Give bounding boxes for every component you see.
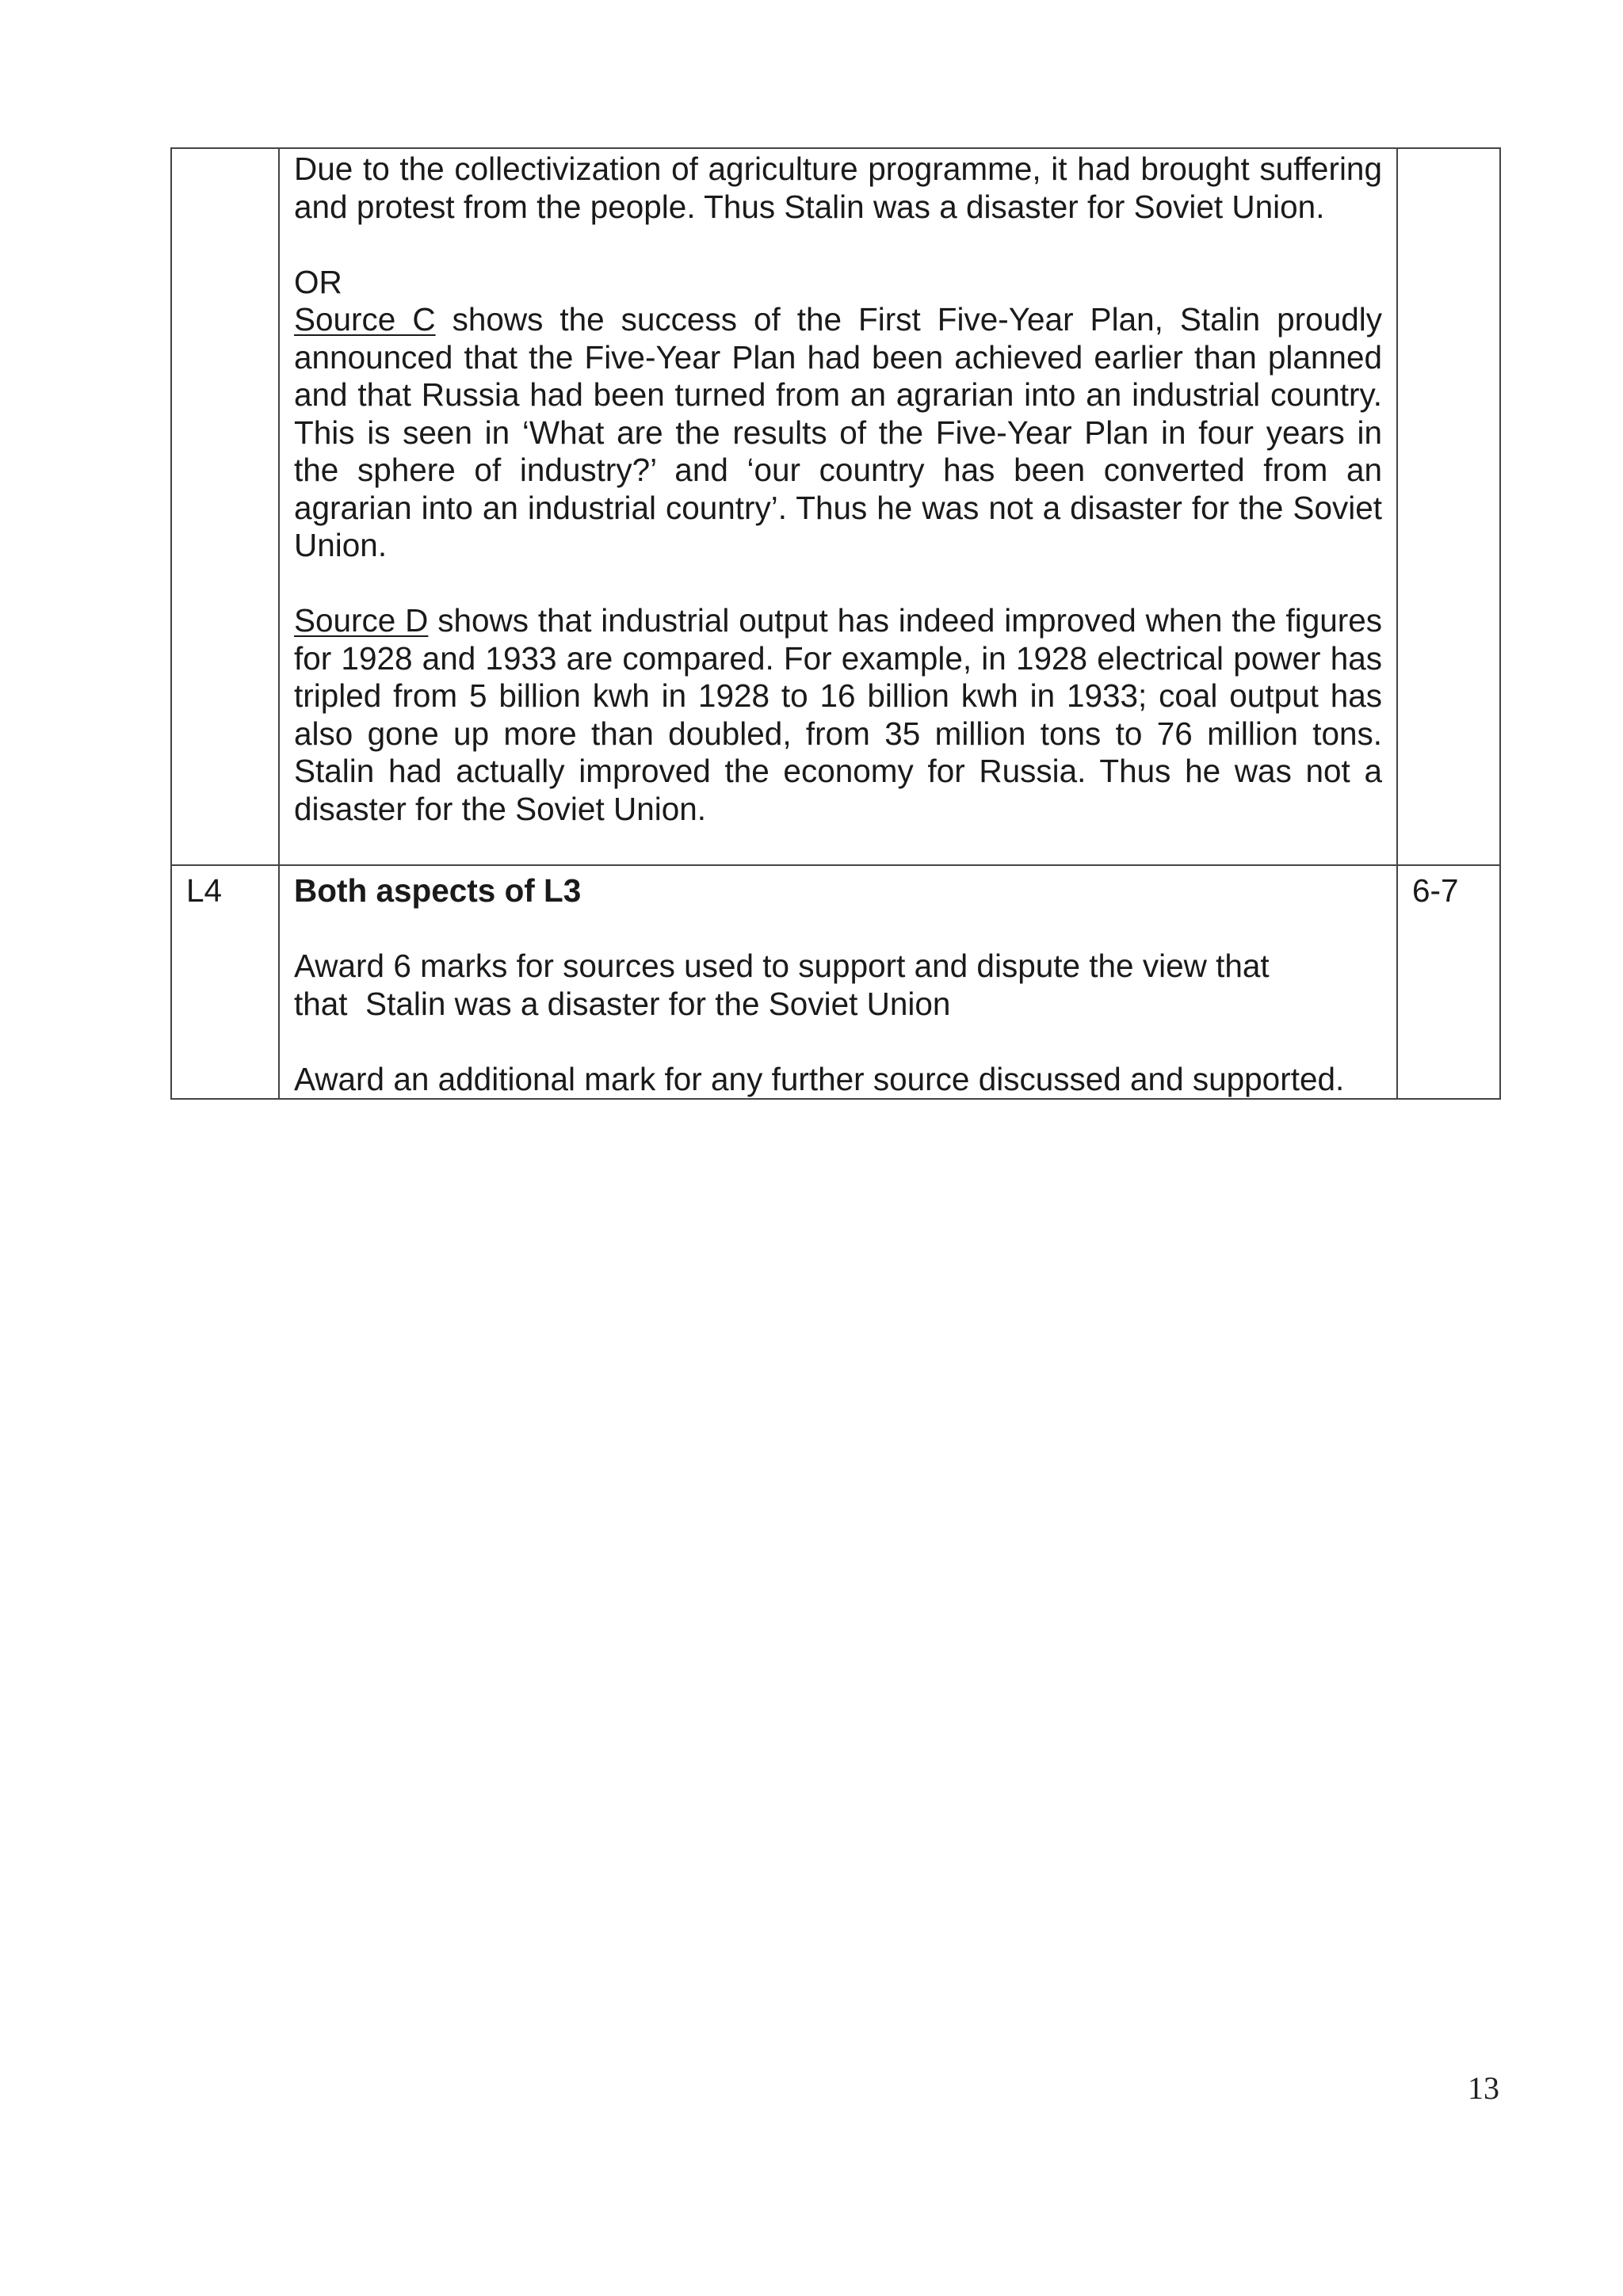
award-line-2: that Stalin was a disaster for the Soviet Union bbox=[294, 985, 951, 1022]
mark-cell bbox=[1397, 148, 1500, 865]
award-line-1: Award 6 marks for sources used to support and dispute the view that bbox=[294, 948, 1270, 984]
source-c-paragraph bbox=[294, 301, 1382, 565]
source-d-text: shows that industrial output has indeed improved when the figures for 1928 and 1933 are compared. For example, in 1928 electrical power has tripled from 5 billion kwh in 1928 to 16 billion kwh in 1933; coal output has also gone up more than doubled, from 35 million tons to 76 million tons. Stalin had actually improved the economy for Russia. Thus he was not a disaster for the Soviet Union. bbox=[294, 602, 1383, 827]
collectivization-paragraph: Due to the collectivization of agriculture programme, it had brought suffering and protest from the people. Thus Stalin was a disaster for Soviet Union. bbox=[294, 151, 1382, 225]
page-number: 13 bbox=[1468, 2070, 1499, 2106]
additional-mark-note: Award an additional mark for any further source discussed and supported. bbox=[294, 1060, 1345, 1097]
source-c-text: shows the success of the First Five-Year Plan, Stalin proudly announced that the Five-Year Plan had been achieved earlier than planned and that Russia had been turned from an agrarian into an industrial country. This is seen in ‘What are the results of the Five-Year Plan in four years in the sphere of industry?’ and ‘our country has been converted from an agrarian into an industrial country’. Thus he was not a disaster for the Soviet Union. bbox=[294, 301, 1382, 563]
level-cell: L4 bbox=[171, 865, 279, 1099]
level-cell bbox=[171, 148, 279, 865]
source-c-label: Source C bbox=[294, 301, 436, 338]
descriptor-cell bbox=[279, 148, 1397, 865]
level-heading: Both aspects of L3 bbox=[294, 872, 582, 909]
or-label: OR bbox=[294, 263, 342, 300]
table-row bbox=[171, 148, 1500, 865]
descriptor-cell bbox=[279, 865, 1397, 1099]
table-row bbox=[171, 865, 1500, 1099]
source-d-label: Source D bbox=[294, 602, 429, 639]
mark-cell: 6-7 bbox=[1397, 865, 1500, 1099]
mark-scheme-table bbox=[170, 147, 1501, 1100]
source-d-paragraph bbox=[294, 602, 1382, 828]
